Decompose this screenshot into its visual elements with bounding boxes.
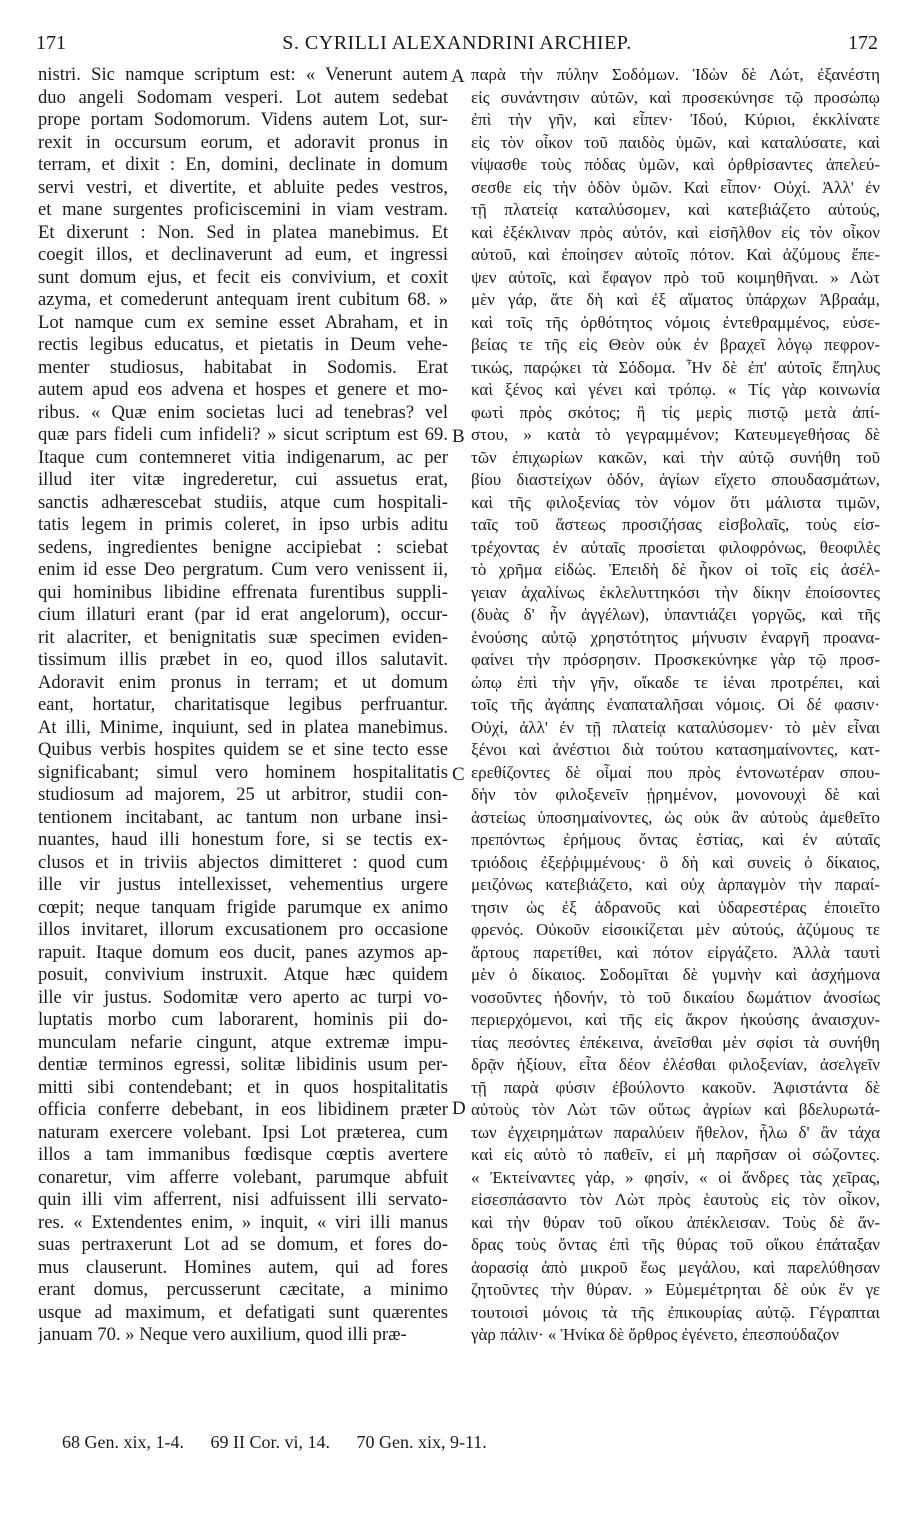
greek-text-line: εἰσεσπάσαντο τὸν Λὼτ πρὸς ἑαυτοὺς εἰς τὸν οἶκον,	[471, 1190, 880, 1209]
greek-text-line: « Ἐκτείναντες γάρ, » φησίν, « οἱ ἄνδρες τὰς χεῖρας,	[471, 1167, 880, 1187]
latin-text-line: munculam nefarie cingunt, atque extremæ impu-	[38, 1031, 448, 1053]
greek-text-line: τουτοισὶ μόνοις τὰ τῆς ἐπικουρίας αὐτῷ. Γέγραπται	[471, 1302, 880, 1322]
greek-text-line: ἄρτους παρετίθει, καὶ πότον εἰργάζετο. Ἀλλὰ ταυτὶ	[471, 942, 880, 962]
greek-text-line: ταῖς τοῦ ἄστεως προσιζήσας εἰσβολαῖς, τοὺς εἰσ-	[471, 515, 880, 534]
latin-text-line: januam 70. » Neque vero auxilium, quod illi præ-	[38, 1324, 407, 1345]
page-number-right: 172	[848, 32, 878, 54]
greek-text-line: γειαν ἀχαλίνως ἐκλελυττηκόσι τὴν δίκην ἐποίσοντες	[471, 582, 880, 602]
latin-text-line: coegit illos, et declinaverunt ad eum, et ingressi	[38, 244, 448, 265]
page-header	[36, 32, 878, 60]
greek-text-line: εἰς τὸν οἶκον τοῦ παιδὸς ὑμῶν, καὶ καταλύσατε, καὶ	[471, 132, 880, 152]
latin-text-line: illos a tam immanibus fœdisque cœptis avertere	[38, 1144, 448, 1165]
latin-text-line: Lot namque cum ex semine esset Abraham, et in	[38, 311, 448, 333]
latin-text-line: rectis legibus educatus, et pietatis in Deum vehe-	[38, 334, 448, 355]
greek-text-line: ψεν αὐτοῖς, καὶ ἔφαγον πρὸ τοῦ κοιμηθῆναι. » Λὼτ	[471, 267, 880, 287]
section-marker-b: B	[452, 426, 465, 447]
latin-text-line: servi vestri, et divertite, et abluite pedes vestros,	[38, 176, 448, 198]
greek-text-line: μὲν ὁ δίκαιος. Σοδομῖται δὲ γυμνὴν καὶ ἀσχήμονα	[471, 965, 880, 984]
greek-text-line: αὐτοὺς τὸν Λὼτ τῶν οὕτως ἀγρίων καὶ βδελυρωτά-	[471, 1100, 880, 1119]
latin-text-line: enim id esse Deo pergratum. Cum vero venissent ii,	[38, 559, 448, 580]
latin-text-line: posuit, convivium instruxit. Atque hæc quidem	[38, 964, 448, 985]
latin-text-line: mitti sibi contendebant; et in quos hospitalitatis	[38, 1076, 448, 1098]
latin-text-line: tatis legem in primis coleret, in ipso urbis aditu	[38, 514, 448, 535]
latin-text-line: suas pertraxerunt Lot ad se domum, et fores do-	[38, 1234, 448, 1255]
greek-text-line: δὴν τὸν φιλοξενεῖν ᾑρημένον, μονονουχὶ δὲ καὶ	[471, 785, 880, 804]
latin-text-line: quæ pars fideli cum infideli? » sicut scriptum est 69.	[38, 424, 448, 445]
greek-column	[471, 64, 880, 1347]
latin-text-line: duo angeli Sodomam vesperi. Lot autem sedebat	[38, 86, 448, 108]
greek-text-line: τοῖς τῆς ἀγάπης ἐναπαταλῆσαι νόμοις. Οἱ δέ φασιν·	[471, 695, 880, 714]
latin-text-line: eant, hortatur, charitatisque legibus perfruantur.	[38, 694, 448, 715]
latin-text-line: sanctis adhærescebat studiis, atque cum hospitali-	[38, 491, 448, 513]
latin-text-line: autem apud eos advena et hospes et genere et mo-	[38, 379, 448, 400]
greek-text-line: μειζόνως κατεβιάζετο, καὶ οὐχ ἁρπαγμὸν τὴν παραί-	[471, 875, 880, 894]
greek-text-line: Οὐχί, ἀλλ' ἐν τῇ πλατείᾳ καταλύσομεν· τὸ μὲν εἶναι	[471, 717, 880, 737]
latin-text-line: cœpit; neque tanquam frigide parumque ex animo	[38, 896, 448, 918]
latin-text-line: mus clauserunt. Homines autem, qui ad fores	[38, 1256, 448, 1278]
latin-text-line: sunt domum ejus, et fecit eis convivium, et coxit	[38, 266, 448, 288]
greek-text-line: βίου διαστείχων ὁδόν, ἁγίων εἴχετο σπουδασμάτων,	[471, 470, 880, 489]
greek-text-line: ἐπὶ τὴν γῆν, καὶ εἶπεν· Ἰδού, Κύριοι, ἐκκλίνατε	[471, 110, 880, 129]
greek-text-line: των ἐγχειρημάτων παραλύειν ἤθελον, ἧλω δ' ἂν τάχα	[471, 1122, 880, 1142]
greek-text-line: ἀστείως ὑποσημαίνοντες, ὡς οὐκ ἂν αὐτοὺς ἀμεθεῖτο	[471, 807, 880, 827]
greek-text-line: ζητοῦντες τὴν θύραν. » Εὐμεμέτρηται δὲ οὐκ ἔν γε	[471, 1280, 880, 1299]
latin-text-line: rexit in occursum eorum, et adoravit pronus in	[38, 131, 448, 153]
latin-text-line: rapuit. Itaque domum eos ducit, panes azymos ap-	[38, 941, 448, 963]
latin-text-line: Quibus verbis hospites quidem se et sine tecto esse	[38, 739, 448, 760]
latin-text-line: rit alacriter, et benignitatis suæ specimen eviden-	[38, 626, 448, 648]
greek-text-line: στου, » κατὰ τὸ γεγραμμένον; Κατευμεγεθήσας δὲ	[471, 425, 880, 444]
greek-text-line: τρέχοντας ἐν αὐταῖς προσίεται φιλοφρόνως, θεοφιλὲς	[471, 537, 880, 557]
footnote-68: 68 Gen. xix, 1-4.	[62, 1432, 184, 1452]
latin-text-line: prope portam Sodomorum. Videns autem Lot, sur-	[38, 109, 448, 130]
greek-text-line: φαίνει τὴν πρόσρησιν. Προσκεκύνηκε γὰρ τῷ προσ-	[471, 650, 880, 669]
latin-text-line: terram, et dixit : En, domini, declinate in domum	[38, 154, 448, 175]
latin-text-line: At illi, Minime, inquiunt, sed in platea manebimus.	[38, 716, 448, 738]
page-number-left: 171	[36, 32, 66, 54]
latin-text-line: ribus. « Quæ enim societas luci ad tenebras? vel	[38, 401, 448, 423]
section-marker-a: A	[451, 66, 465, 87]
greek-text-line: (δυὰς δ' ἦν ἀγγέλων), ὑπαντιάζει γοργῶς, καὶ τῆς	[471, 605, 880, 624]
greek-text-line: ἀορασίᾳ ἀπὸ μικροῦ ἕως μεγάλου, καὶ παρελύθησαν	[471, 1257, 880, 1277]
greek-text-line: τῶν ἐπιχωρίων κακῶν, καὶ τὴν αὐτῷ συνήθη τοῦ	[471, 447, 880, 467]
greek-text-line: πρεπόντως ἐρήμους ὄντας ἑστίας, καὶ ἐν αὐταῖς	[471, 830, 880, 849]
latin-text-line: illos invitaret, illorum excusationem pro occasione	[38, 919, 448, 940]
running-title: S. CYRILLI ALEXANDRINI ARCHIEP.	[282, 32, 632, 54]
section-marker-c: C	[452, 764, 465, 785]
latin-text-line: Adoravit enim pronus in terram; et ut domum	[38, 671, 448, 693]
section-marker-d: D	[452, 1098, 466, 1119]
latin-text-line: ille vir justus intellexisset, vehementius urgere	[38, 874, 448, 895]
latin-text-line: azyma, et comederunt antequam irent cubitum 68. »	[38, 289, 448, 310]
greek-text-line: ερεθίζοντες δὲ οἶμαί που πρὸς ἐντονωτέραν σπου-	[471, 762, 880, 782]
latin-text-line: cium illaturi erant (par id erat angelorum), occur-	[38, 604, 448, 625]
latin-text-line: significabant; simul vero hominem hospitalitatis	[38, 761, 448, 783]
greek-text-line: ἐνούσης αὐτῷ χρηστότητος μήνυσιν ἐναργῆ προανα-	[471, 627, 880, 647]
latin-text-line: usque ad maximum, et defatigati sunt quærentes	[38, 1301, 448, 1323]
latin-text-line: quin illi vim afferrent, nisi adfuissent illi servato-	[38, 1189, 448, 1210]
greek-text-line: ξένοι καὶ ἀνέστιοι διὰ τούτου κατασημαίνοντες, κατ-	[471, 740, 880, 759]
greek-text-line: γὰρ πάλιν· « Ἡνίκα δὲ ὄρθρος ἐγένετο, ἐπεσπούδαζον	[471, 1325, 840, 1344]
latin-text-line: naturam exercere volebant. Ipsi Lot præterea, cum	[38, 1121, 448, 1143]
greek-text-line: βείας τε τῆς εἰς Θεὸν οὐκ ἐν βραχεῖ λόγῳ πεφρον-	[471, 335, 880, 354]
greek-text-line: καὶ εἰς αὐτὸ τὸ παθεῖν, εἰ μὴ παρῆσαν οἱ σώζοντες.	[471, 1145, 880, 1164]
greek-text-line: ώπῳ ἐπὶ τὴν γῆν, οἴκαδε τε ἰέναι προτρέπει, καὶ	[471, 672, 880, 692]
greek-text-line: νοσοῦντες ἡδονήν, τὸ τοῦ δικαίου δωμάτιον ἀνοσίως	[471, 987, 880, 1007]
latin-text-line: illud iter vitæ ingrederetur, cui assuetus erat,	[38, 469, 448, 490]
greek-text-line: τῇ πλατείᾳ καταλύσομεν, καὶ κατεβιάζετο αὐτούς,	[471, 200, 880, 219]
latin-text-line: menter studiosus, habitabat in Sodomis. Erat	[38, 356, 448, 378]
latin-text-line: ille vir justus. Sodomitæ vero aperto ac turpi vo-	[38, 986, 448, 1008]
greek-text-line: τῇ παρὰ φύσιν ἐβούλοντο κακοῦν. Ἀφιστάντα δὲ	[471, 1077, 880, 1097]
greek-text-line: παρὰ τὴν πύλην Σοδόμων. Ἰδὼν δὲ Λώτ, ἐξανέστη	[471, 65, 880, 84]
greek-text-line: τριόδοις ἐξεῤῥιμμένους· ὃ δὴ καὶ συνεὶς ὁ δίκαιος,	[471, 852, 880, 872]
greek-text-line: τησιν ὡς ἐξ ἀδρανοῦς καὶ ὑδαρεστέρας ἐποιεῖτο	[471, 897, 880, 917]
footnote-69: 69 II Cor. vi, 14.	[210, 1432, 330, 1452]
greek-text-line: δρας τοὺς ὄντας ἐπὶ τῆς θύρας τοῦ οἴκου ἐπάταξαν	[471, 1235, 880, 1254]
greek-text-line: καὶ ξένος καὶ γένει καὶ τρόπῳ. « Τίς γὰρ κοινωνία	[471, 380, 880, 399]
greek-text-line: δρᾷν ἠξίουν, εἶτα δέον ἐλέσθαι φιλοξενίαν, ἀσελγεῖν	[471, 1055, 880, 1074]
greek-text-line: καὶ ἐξέκλιναν πρὸς αὐτόν, καὶ εἰσῆλθον εἰς τὸν οἶκον	[471, 222, 880, 242]
latin-text-line: studiosum ad majorem, 25 ut arbitror, studii con-	[38, 784, 448, 805]
latin-text-line: sedens, ingredientes benigne accipiebat : sciebat	[38, 536, 448, 558]
latin-text-line: nistri. Sic namque scriptum est: « Venerunt autem	[38, 64, 448, 85]
greek-text-line: νίψασθε τοὺς πόδας ὑμῶν, καὶ ὀρθρίσαντες ἀπελεύ-	[471, 155, 880, 174]
latin-text-line: tissimum illis præbet in eo, quod illos salutavit.	[38, 649, 448, 670]
greek-text-line: καὶ τὴν θύραν τοῦ οἴκου ἀπέκλεισαν. Τοὺς δὲ ἄν-	[471, 1212, 880, 1232]
latin-text-line: et mane surgentes proficiscemini in viam vestram.	[38, 199, 448, 220]
latin-text-line: res. « Extendentes enim, » inquit, « viri illi manus	[38, 1211, 448, 1233]
footnote-70: 70 Gen. xix, 9-11.	[356, 1432, 487, 1452]
greek-text-line: μὲν γάρ, ἅτε δὴ καὶ ἐξ αἵματος ὑπάρχων Ἀβραάμ,	[471, 290, 880, 309]
greek-text-line: αὐτοῦ, καὶ ἐποίησεν αὐτοῖς πότον. Καὶ ἀζύμους ἔπε-	[471, 245, 880, 264]
greek-text-line: καὶ τοῖς τῆς ὀρθότητος νόμοις ἐντεθραμμένος, εὐσε-	[471, 312, 880, 332]
greek-text-line: φωτὶ πρὸς σκότος; ἢ τίς μερὶς πιστῷ μετὰ ἀπί-	[471, 402, 880, 422]
greek-text-line: τίας πεσόντες ἐπέκεινα, ἀνεῖσθαι μὲν σφίσι τὰ συνήθη	[471, 1032, 880, 1052]
latin-text-line: tentionem incitabant, ac tantum non urbane insi-	[38, 806, 448, 828]
latin-column	[38, 64, 448, 1347]
greek-text-line: τικώς, παρῴκει τὰ Σόδομα. Ἦν δὲ ἐπ' αὐτοῖς ἔπηλυς	[471, 357, 880, 377]
latin-text-line: dentiæ terminos egressi, solitæ libidinis usum per-	[38, 1054, 448, 1075]
greek-text-line: σεσθε εἰς τὴν ὁδὸν ὑμῶν. Καὶ εἶπον· Οὐχί. Ἀλλ' ἐν	[471, 177, 880, 197]
latin-text-line: clusos et in triviis abjectos dimitteret : quod cum	[38, 851, 448, 873]
latin-text-line: luptatis morbo cum laborarent, hominis pii do-	[38, 1009, 448, 1030]
footnotes	[62, 1432, 509, 1453]
latin-text-line: Itaque cum contemneret vitia indigenarum, ac per	[38, 446, 448, 468]
greek-text-line: εἰς συνάντησιν αὐτῶν, καὶ προσεκύνησε τῷ προσώπῳ	[471, 87, 880, 107]
latin-text-line: officia conferre debebant, in eos libidinem præter	[38, 1099, 448, 1120]
latin-text-line: nuantes, haud illi honestum fore, si se tectis ex-	[38, 829, 448, 850]
latin-text-line: qui hominibus libidine effrenata furentibus suppli-	[38, 581, 448, 603]
greek-text-line: τὸ χρῆμα εἰδώς. Ἐπειδὴ δὲ ἧκον οἱ τοῖς εἰς ἀσέλ-	[471, 560, 880, 579]
latin-text-line: erant domus, percusserunt cæcitate, a minimo	[38, 1279, 448, 1300]
greek-text-line: περιερχόμενοι, καὶ τῆς εἰς ἄκρον ἡκούσης ἀναισχυν-	[471, 1010, 880, 1029]
greek-text-line: φρενός. Οὐκοῦν εἰσοικίζεται μὲν αὐτούς, ἀζύμους τε	[471, 920, 880, 939]
greek-text-line: καὶ τῆς φιλοξενίας τὸν νόμον ὅτι μάλιστα τιμῶν,	[471, 492, 880, 512]
latin-text-line: conaretur, vim afferre volebant, parumque abfuit	[38, 1166, 448, 1188]
latin-text-line: Et dixerunt : Non. Sed in platea manebimus. Et	[38, 221, 448, 243]
